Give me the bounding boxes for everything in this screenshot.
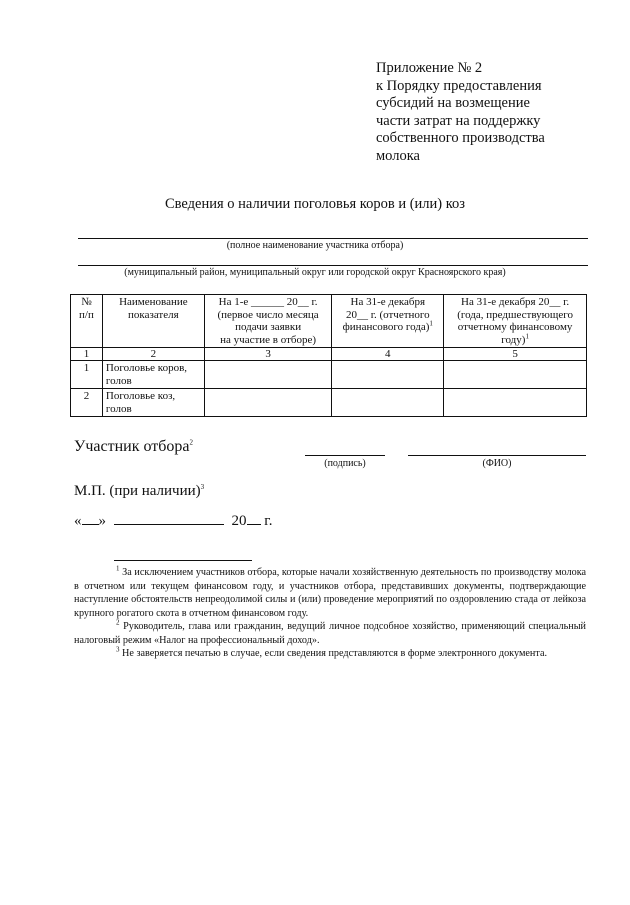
header-text: На 1-е ______ 20__ г. [218,296,318,308]
column-number-row [71,348,587,361]
footnote-ref: 1 [429,319,433,328]
footnote-ref: 1 [525,331,529,340]
appendix-heading [376,60,545,165]
footnotes [74,566,586,661]
full-name-line[interactable] [408,455,586,456]
year-blank[interactable] [247,510,261,525]
header-number [71,295,103,348]
column-number: 5 [444,348,587,361]
footnote-separator [114,560,252,561]
row-indicator: Поголовье коз, голов [102,389,204,417]
signature-caption: (подпись) [324,458,366,469]
column-number: 2 [102,348,204,361]
participant-label [74,438,193,456]
footnote-text: За исключением участников отбора, которые начали хозяйственную деятельность по производству молока в отчетном или текущем финансовом году, и участников отбора, представивших документы, подтверждающие наступление обстоятельств непреодолимой силы и (или) проведение мероприятий по оздоровлению стада от лейкоза крупного рогатого скота в отчетном финансовом году. [74,567,587,619]
municipality-caption: (муниципальный район, муниципальный округ или городской округ Красноярского края) [124,267,506,278]
column-number: 4 [332,348,444,361]
header-text: (года, предшествующего отчетному финансовому году) [457,308,573,346]
footnote-ref: 2 [189,438,193,447]
footnote-ref: 3 [200,483,205,491]
participant-label-text: Участник отбора [74,438,190,455]
value-cell[interactable] [444,361,587,389]
stamp-label: М.П. (при наличии) [74,483,201,499]
year-suffix: г. [260,513,273,529]
header-reporting-year [332,295,444,348]
footnote-marker: 3 [116,645,120,654]
day-blank[interactable] [82,510,99,525]
footnote-marker: 1 [116,564,120,573]
stamp-place [74,483,204,500]
value-cell[interactable] [332,361,444,389]
header-text: на участие в отборе) [220,333,317,346]
year-prefix: 20 [231,513,247,529]
header-previous-year [444,295,587,348]
appendix-line: субсидий на возмещение [376,95,530,111]
header-text: 20__ г. (отчетного финансового года) [342,308,430,333]
column-number: 1 [71,348,103,361]
appendix-line: к Порядку предоставления [376,77,542,94]
date-quote: « [74,513,82,529]
table-header-row [71,295,587,348]
row-number: 1 [71,361,103,389]
table-row [71,389,587,417]
value-cell[interactable] [204,389,332,417]
header-text: п/п [79,308,94,321]
full-name-caption: (ФИО) [482,458,512,469]
column-number: 3 [204,348,332,361]
appendix-line: Приложение № 2 [376,60,483,76]
appendix-line: части затрат на поддержку [376,112,541,129]
month-blank[interactable] [114,510,224,525]
footnote-text: Не заверяется печатью в случае, если сведения представляются в форме электронного документа. [122,648,548,659]
participant-name-caption: (полное наименование участника отбора) [226,240,404,251]
signature-line[interactable] [305,455,385,456]
header-text: На 31-е декабря 20__ г. [461,296,570,308]
row-number: 2 [71,389,103,417]
livestock-table [70,294,587,417]
header-text: № [81,296,92,308]
value-cell[interactable] [444,389,587,417]
footnote [74,566,586,620]
date-line [74,510,272,530]
header-text: На 31-е декабря [350,296,426,308]
value-cell[interactable] [332,389,444,417]
header-indicator: Наименование показателя [102,295,204,348]
date-quote: » [98,513,106,529]
header-date-first [204,295,332,348]
municipality-line [78,265,588,266]
table-row [71,361,587,389]
footnote-marker: 2 [116,618,120,627]
footnote-text: Руководитель, глава или гражданин, ведущий личное подсобное хозяйство, применяющий специальный налоговый режим «Налог на профессиональный доход». [74,621,587,646]
footnote [74,620,586,647]
header-text: (первое число месяца подачи заявки [217,308,319,333]
appendix-line: собственного производства [376,130,545,146]
appendix-line: молока [376,147,420,164]
document-title: Сведения о наличии поголовья коров и (или) коз [164,196,466,212]
participant-name-line [78,238,588,239]
value-cell[interactable] [204,361,332,389]
footnote [74,647,586,661]
row-indicator: Поголовье коров, голов [102,361,204,389]
